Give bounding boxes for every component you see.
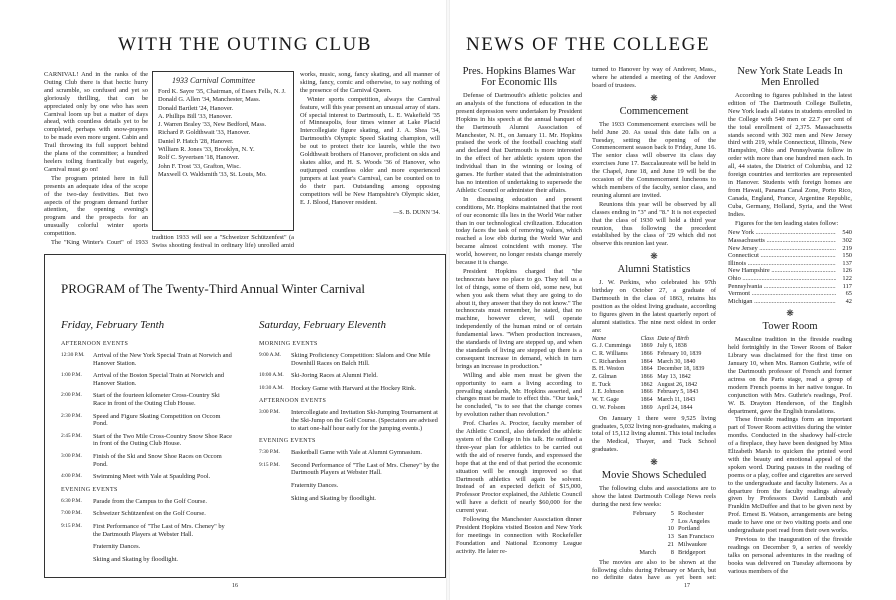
event-time (259, 495, 291, 503)
hopkins-paragraph: Following the Manchester Association dinner President Hopkins visited Boston and New York for meetings in connection with Rockefeller Foundation and National Economy League activity. He later re- (456, 516, 582, 555)
table-cell: C. Richardson (592, 358, 627, 365)
state-name: New Jersey ..... (728, 245, 836, 253)
program-event (259, 495, 441, 503)
event-time: 7:00 P.M. (61, 510, 82, 517)
movie-schedule-row (592, 510, 716, 518)
program-event (61, 498, 233, 506)
event-time: 6:30 P.M. (61, 497, 82, 504)
event-time: 7:30 P.M. (259, 449, 280, 456)
page-number-right: 17 (684, 583, 690, 589)
state-count: 137 (842, 259, 852, 267)
event-time: 10:30 A.M. (259, 384, 284, 391)
ny-state-paragraph: Figures for the ten leading states follow: (735, 219, 839, 227)
column-2 (592, 66, 716, 581)
state-count: 302 (842, 237, 852, 244)
event-description: Speed and Figure Skating Competition on Occom Pond. (93, 412, 221, 428)
event-time: 9:15 P.M. (259, 461, 280, 468)
tower-room-paragraph: Previous to the inauguration of the fireside readings on December 9, a series of weekly talks on personal adventures in the reading of books was delivered on Tuesday afternoons by various members of the (728, 536, 852, 575)
table-cell: February 5, 1843 (657, 389, 699, 396)
movie-month (592, 533, 662, 541)
movies-closing: The movies are also to be shown at the following clubs during February or March, but no definite dates have as yet been set: (592, 558, 716, 581)
program-event (61, 473, 233, 481)
table-row (592, 382, 716, 390)
table-cell: April 24, 1844 (657, 404, 693, 411)
movie-schedule-row (592, 518, 716, 526)
state-row (728, 237, 852, 245)
state-row (728, 298, 852, 306)
program-event (61, 543, 233, 551)
state-name: New Hampshire ..... (728, 267, 836, 275)
movie-month (592, 518, 662, 526)
friday-evening-list (61, 498, 233, 564)
program-event (61, 453, 233, 468)
saturday-afternoon-head: AFTERNOON EVENTS (259, 398, 327, 405)
alumni-closing: On January 1 there were 9,525 living graduates, 5,032 living non-graduates, making a total of 15,112 living alumni. This total includes the Medical, Thayer, and Tuck School graduates. (592, 414, 716, 454)
saturday-morning-head: MORNING EVENTS (259, 341, 318, 347)
table-row (592, 389, 716, 397)
event-description: Fraternity Dances. (291, 481, 339, 489)
table-cell: February 10, 1839 (657, 350, 702, 357)
commencement-paragraph: The 1933 Commencement exercises will be held June 20. As usual this date falls on a Tuesday, setting the opening of the Commencement season back to Friday, June 16. The senior class will observe its class day exercises June 17. Baccalaureate will be held in the Chapel, June 18, and June 19 will be the occasion of the Commencement luncheons to which members of the faculty, senior class, and reuning alumni are invited. (592, 120, 716, 199)
movie-schedule-row (592, 549, 716, 557)
event-time (259, 482, 291, 490)
outing-continuation-paragraph: tradition 1933 will see a "Schweizer Schützenfest" (a Swiss shooting festival in ordinary life) unrolled amid (152, 234, 294, 249)
program-event (259, 462, 441, 477)
table-row (592, 405, 716, 413)
state-row (728, 260, 852, 268)
table-cell: 1864 (640, 397, 653, 404)
movie-day: 21 (667, 541, 674, 549)
table-cell: 1864 (640, 366, 653, 373)
state-name: Connecticut ..... (728, 252, 836, 260)
news-heading: NEWS OF THE COLLEGE (466, 34, 710, 55)
movies-intro: The following clubs and associations are to show the latest Dartmouth College News reels during the next few weeks: (592, 485, 716, 508)
tower-room-paragraphs (728, 336, 852, 575)
article-signature: —S. B. DUNN '34. (393, 210, 440, 217)
state-count: 126 (842, 267, 852, 275)
program-event (61, 392, 233, 407)
program-event (259, 385, 441, 393)
tower-room-title: Tower Room (762, 321, 818, 333)
friday-afternoon-list (61, 352, 233, 481)
table-cell: March 11, 1843 (657, 397, 696, 404)
movies-title: Movie Shows Scheduled (601, 470, 707, 482)
state-count: 117 (842, 282, 852, 290)
friday-title: Friday, February Tenth (61, 319, 165, 331)
friday-events (61, 341, 233, 576)
event-time: 9:15 P.M. (61, 522, 82, 529)
state-count: 150 (842, 252, 852, 260)
event-description: Hockey Game with Harvard at the Hockey Rink. (291, 384, 416, 392)
committee-member: Daniel P. Hatch '28, Hanover. (158, 137, 234, 145)
table-row (592, 351, 716, 359)
table-cell: July 6, 1838 (657, 343, 687, 350)
committee-member: Richard P. Goldthwait '33, Hanover. (158, 129, 251, 137)
table-cell: December 18, 1839 (657, 366, 705, 373)
program-event (61, 556, 233, 564)
program-event (61, 413, 233, 428)
event-description: Ski-Joring Races at Alumni Field. (291, 372, 378, 380)
event-description: Start of the fourteen kilometer Cross-Country Ski Race in front of the Outing Club House. (93, 392, 220, 407)
event-time: 3:00 P.M. (61, 452, 82, 459)
commencement-paragraph: Reunions this year will be observed by all classes ending in "3" and "8." It is not expected that the class of 1930 will hold a third year reunion, thus following the precedent established by the class of '29 which did not observe this reunion last year. (592, 200, 716, 248)
movie-place: San Francisco (678, 533, 715, 541)
ny-state-title: New York State Leads In Men Enrolled (737, 66, 843, 88)
hopkins-continuation: turned to Hanover by way of Andover, Mass., where he attended a meeting of the Andover board of trustees. (592, 66, 716, 89)
event-description: Skiing Proficiency Competition: Slalom and One Mile Downhill Races on Balch Hill. (291, 352, 431, 367)
committee-member: John F. Trost '33, Grafton, Wisc. (158, 162, 241, 170)
right-page (448, 0, 896, 600)
event-time: 2:00 P.M. (61, 392, 82, 399)
event-time: 1:00 P.M. (61, 372, 82, 379)
program-event (259, 449, 441, 457)
event-description: Schweizer Schützenfest on the Golf Course. (93, 510, 206, 518)
event-time: 2:45 P.M. (61, 432, 82, 439)
program-event (259, 352, 441, 367)
committee-member: Donald G. Allen '34, Manchester, Mass. (158, 96, 261, 104)
movie-schedule-row (592, 525, 716, 533)
program-event (61, 523, 233, 538)
state-name: Vermont ..... (728, 290, 836, 298)
hopkins-paragraph: In discussing education and present conditions, Mr. Hopkins maintained that the root of our economic ills lies in the World War rather than in our technological civilization. Education today faces the task of removing values, which reached a low ebb during the World War and became almost coincident with money. The world, however, no longer resists change merely because it is change. (456, 195, 582, 267)
friday-afternoon-head: AFTERNOON EVENTS (61, 341, 129, 347)
committee-title: 1933 Carnival Committee (172, 76, 256, 85)
alumni-title: Alumni Statistics (617, 264, 691, 276)
table-header-cell: Class (640, 335, 654, 342)
state-row (728, 275, 852, 283)
program-event (259, 482, 441, 490)
event-time: 4:00 P.M. (61, 473, 82, 480)
outing-col3-paragraph-1: works, music, song, fancy skating, and all manner of skiing, fancy, comic and otherwise, to say nothing of the presence of the Carnival Queen. (300, 71, 440, 94)
state-count: 540 (842, 229, 852, 237)
movie-schedule-row (592, 541, 716, 549)
movie-day: 7 (670, 517, 674, 525)
event-description: Swimming Meet with Yale at Spaulding Pool. (93, 473, 211, 481)
event-description: Arrival of the Boston Special Train at Norwich and Hanover Station. (93, 372, 224, 387)
table-cell: 1869 (640, 404, 653, 411)
program-event (61, 433, 233, 448)
state-count: 65 (845, 290, 852, 298)
table-row (592, 374, 716, 382)
saturday-morning-list (259, 352, 441, 392)
event-description: Skiing and Skating by floodlight. (291, 494, 377, 502)
committee-member: Ford K. Sayre '35, Chairman, of Essex Fells, N. J. (158, 88, 286, 95)
event-time: 3:00 P.M. (259, 409, 280, 416)
state-name: Ohio ..... (728, 275, 836, 283)
event-time (61, 556, 93, 564)
movie-month (592, 541, 662, 549)
column-3 (728, 66, 852, 581)
saturday-evening-list (259, 449, 441, 502)
event-description: Fraternity Dances. (93, 543, 141, 551)
program-event (61, 510, 233, 518)
state-name: Pennsylvania ..... (728, 283, 836, 291)
oldest-alumni-table (592, 336, 716, 413)
alumni-intro: J. W. Perkins, who celebrated his 97th birthday on October 27, a graduate of Dartmouth in the class of 1863, retains his position as the oldest living graduate, according to figures given in the latest quarterly report of alumni statistics. The nine next oldest in order are: (592, 279, 716, 334)
program-event (259, 409, 441, 432)
event-time: 10:00 A.M. (259, 372, 284, 379)
movie-month (592, 525, 662, 533)
table-cell: E. Tuck (592, 381, 611, 388)
event-description: Second Performance of "The Last of Mrs. Cheney" by the Dartmouth Players at Webster Hall. (291, 461, 440, 477)
movie-place: Los Angeles (678, 517, 710, 525)
commencement-paragraphs (592, 121, 716, 249)
ny-state-paragraph: According to figures published in the latest edition of The Dartmouth College Bulletin, New York leads all states in students enrolled in the College with 540 men or 22.7 per cent of the total enrollment of 2,375. Massachusetts stands second with 302 men and New Jersey third with 219, while Connecticut, Illinois, New Hampshire, Ohio and Pennsylvania follow in order with more than one hundred men each. In all, 44 states, the District of Columbia, and 12 foreign countries and territories are represented in Hanover. Students with foreign homes are from Hawaii, Panama Canal Zone, Porto Rico, Canada, England, France, Argentine Republic, Cuba, Germany, Holland, Syria, and the West Indies. (728, 92, 852, 218)
state-name: Massachusetts ..... (728, 237, 836, 245)
event-description: Skiing and Skating by floodlight. (93, 555, 179, 563)
committee-member: William R. Jones '33, Brooklyn, N. Y. (158, 146, 255, 154)
table-cell: 1862 (640, 381, 653, 388)
ornament-icon: ❋ (650, 251, 658, 262)
table-cell: J. E. Johnson (592, 389, 624, 396)
table-cell: May 13, 1842 (657, 374, 691, 381)
event-description: First Performance of "The Last of Mrs. Cheney" by the Dartmouth Players at Webster Hall. (93, 522, 225, 538)
state-name: Michigan ..... (728, 298, 836, 306)
outing-club-heading: WITH THE OUTING CLUB (118, 34, 372, 55)
table-cell: C. R. Williams (592, 350, 628, 357)
state-count: 122 (842, 274, 852, 282)
movie-place: Rochester (678, 509, 704, 517)
event-time: 12:30 P.M. (61, 352, 85, 358)
state-row (728, 290, 852, 298)
event-description: Basketball Game with Yale at Alumni Gymnasium. (291, 449, 422, 457)
table-cell: O. W. Folsom (592, 404, 626, 411)
table-cell: Z. Gilman (592, 374, 617, 381)
table-header-row (592, 336, 716, 344)
movie-place: Milwaukee (678, 541, 707, 549)
table-cell: 1866 (640, 389, 653, 396)
committee-list (158, 88, 288, 179)
table-cell: G. J. Cummings (592, 343, 632, 350)
state-row (728, 267, 852, 275)
movie-day: 10 (667, 525, 674, 533)
saturday-title: Saturday, February Eleventh (259, 319, 386, 331)
event-time: 2:30 P.M. (61, 412, 82, 419)
commencement-title: Commencement (619, 105, 689, 117)
table-header-cell: Date of Birth (657, 335, 689, 342)
state-enrollment-list (728, 229, 852, 305)
event-description: Finish of the Ski and Snow Shoe Races on Occom Pond. (93, 452, 222, 468)
table-cell: August 26, 1842 (657, 381, 698, 388)
program-title: PROGRAM of The Twenty-Third Annual Winter Carnival (61, 281, 366, 296)
hopkins-paragraphs (456, 92, 582, 556)
hopkins-article (456, 66, 582, 581)
state-count: 219 (842, 244, 852, 252)
table-row (592, 343, 716, 351)
tower-room-paragraph: Masculine tradition in the fireside reading held fortnightly in the Tower Room of Baker Library was disclaimed for the first time on January 10, when Mrs. Ramon Guthrie, wife of the Dartmouth professor of French and former actress on the Paris stage, read a group of modern French poems in her native tongue. In conjunction with Mrs. Guthrie's readings, Prof. W. B. Drayton Henderson, of the English department, gave the English translations. (728, 336, 852, 415)
state-count: 42 (845, 297, 852, 305)
event-time: 9:00 A.M. (259, 352, 282, 358)
tower-room-paragraph: These fireside readings form an important part of Tower Room activities during the winter months. Conducted in the shadowy half-circle of a fireplace, they have been designed by Miss Elizabeth Marsh to quicken the printed word with the beauty and emotional appeal of the spoken word. During pauses in the reading of poems or a play, coffee and cigarettes are served to the undergraduate and faculty listeners. As a departure from the faculty readings already given by Professors David Lambuth and Franklin McDuffee and that to be given next by Prof. Ernest B. Watson, arrangements are being made to have one or two visiting poets and one undergraduate poet read from their own works. (728, 416, 852, 535)
table-cell: W. T. Gage (592, 397, 619, 404)
ornament-icon: ❋ (650, 92, 658, 103)
program-event (61, 372, 233, 387)
event-time (61, 543, 93, 551)
hopkins-paragraph: Prof. Charles A. Proctor, faculty member of the Athletic Council, also defended the athletic system of the College in his talk. He outlined a three-year plan for athletics to be carried out with the aid of reserve funds, and expressed the hope that at the end of that period the economic situation will be enough improved so that Dartmouth athletics will again be solvent. Instead of an expected deficit of $15,000, Professor Proctor explained, the Athletic Council will have a deficit of nearly $60,000 for the current year. (456, 420, 582, 515)
state-row (728, 252, 852, 260)
outing-intro-paragraph: CARNIVAL! And in the ranks of the Outing Club there is that hectic hurry and scramble, so confused and yet so gloriously thrilling, that can be appreciated only by one who has seen Carnival loom up but a matter of days ahead, with countless details yet to be completed, perhaps with snow-prayers to be made even more urgent. Cabin and Trail throwing its full support behind the plans of the committee; a hundred heelers toiling frantically but eagerly, Carnival must go on! (44, 71, 148, 173)
movie-day: 8 (670, 548, 674, 556)
table-cell: 1864 (640, 358, 653, 365)
outing-col3-paragraph-2: Winter sports competition, always the Carnival feature, will this year present an unusual array of stars. Of special interest to Dartmouth, L. E. Wakefield '35 of Minneapolis, four times winner at Lake Placid Intercollegiate figure skating, and J. A. Shea '34, Dartmouth's Olympic Speed Skating champion, will be out to protect their ice laurels, while the two Goldthwait brothers of Hanover, proficient on skis and skates alike, and H. S. Woods '36 of Hanover, who outjumped countless older and more experienced jumpers at last year's Carnival, can be counted on to do their part. Outstanding among opposing competitors will be New Hampshire's Olympic skier, E. J. Blood, Hanover resident. (300, 95, 440, 206)
friday-evening-head: EVENING EVENTS (61, 486, 118, 493)
ny-state-paragraphs (728, 92, 852, 227)
hopkins-paragraph: President Hopkins charged that "the technocrats have no place to go. They tell us a lot of things, some of them old, some new, but when you ask them what they are going to do about it, they answer that they do not know." The technocrats must remember, he stated, that no machine, however clever, will operate independently of the human mind or of certain fundamental laws. "When production increases, the standards of living are stepped up, and when the standards of living are stepped up there is a consequent increase in demand, which in turn brings an increase in production." (456, 267, 582, 370)
state-row (728, 245, 852, 253)
table-row (592, 397, 716, 405)
ornament-icon: ❋ (786, 308, 794, 319)
committee-member: J. Warren Braley '33, New Bedford, Mass. (158, 121, 267, 129)
outing-intro-column (44, 71, 148, 247)
event-description: Arrival of the New York Special Train at Norwich and Hanover Station. (93, 352, 232, 367)
event-description: Intercollegiate and Invitation Ski-Jumping Tournament at the Ski-Jump on the Golf Course. (Spectators are advised to start one-half hour early for the jumping events.) (291, 409, 438, 432)
event-description: Parade from the Campus to the Golf Course. (93, 497, 207, 505)
committee-member: Rolf C. Syvertsen '18, Hanover. (158, 154, 240, 162)
movie-month: February (632, 509, 656, 517)
saturday-afternoon-list (259, 409, 441, 432)
table-cell: March 30, 1840 (657, 358, 696, 365)
state-name: New York ..... (728, 229, 836, 237)
state-row (728, 283, 852, 291)
committee-member: Maxwell O. Waldsmith '33, St. Louis, Mo. (158, 170, 267, 178)
event-description: Start of the Two Mile Cross-Country Snow Shoe Race in front of the Outing Club House. (93, 432, 232, 448)
state-name: Illinois ..... (728, 260, 836, 268)
movie-day: 5 (670, 509, 674, 517)
page-number-left: 16 (232, 583, 238, 589)
committee-member: A. Phillips Bill '33, Hanover. (158, 112, 233, 120)
table-cell: 1869 (640, 343, 653, 350)
hopkins-paragraph: Defense of Dartmouth's athletic policies and an analysis of the functions of education in the present depression were undertaken by President Hopkins in his speech at the annual banquet of the Dartmouth Alumni Association of Manchester, N. H., on January 11. Mr. Hopkins praised the work of the football coaching staff and declared that Dartmouth is more interested in the effect of her athletic system upon the individual than in the winning or losing of games. He further stated that the administration has no intention of undertaking to supersede the Athletic Council or administer their affairs. (456, 92, 582, 194)
saturday-evening-head: EVENING EVENTS (259, 438, 316, 445)
movie-day: 13 (667, 533, 674, 541)
table-cell: 1866 (640, 350, 653, 357)
movie-schedule (592, 510, 716, 557)
carnival-committee-box (152, 71, 294, 231)
outing-column-3 (300, 71, 440, 251)
state-row (728, 229, 852, 237)
movie-place: Portland (678, 525, 700, 533)
table-header-cell: Name (592, 335, 606, 342)
movie-place: Bridgeport (678, 548, 706, 556)
program-event (259, 372, 441, 380)
outing-intro-paragraph-3: The "King Winter's Court" of 1933 (51, 239, 148, 247)
table-row (592, 359, 716, 367)
table-cell: 1866 (640, 374, 653, 381)
movie-month: March (639, 548, 656, 556)
ornament-icon: ❋ (650, 457, 658, 468)
table-row (592, 366, 716, 374)
movie-schedule-row (592, 533, 716, 541)
program-event (61, 352, 233, 367)
carnival-program-box (44, 254, 446, 578)
outing-continuation (152, 234, 294, 250)
hopkins-title: Pres. Hopkins Blames War For Economic Ills (462, 66, 576, 88)
saturday-events (259, 341, 441, 576)
hopkins-paragraph: Willing and able men must be given the opportunity to earn a living according to prevailing standards, Mr. Hopkins asserted, and changes must be made to effect this. "Our task," he concluded, "is to see that the change comes by evolution rather than revolution." (456, 371, 582, 419)
outing-intro-paragraph-2: The program printed here in full presents an adequate idea of the scope of the two-day festivities. But two aspects of the program demand further attention, the opening evening's program and the prospects for an unusually colorful winter sports competition. (44, 174, 148, 238)
committee-member: Donald Bartlett '24, Hanover. (158, 104, 234, 112)
table-cell: B. H. Weston (592, 366, 625, 373)
